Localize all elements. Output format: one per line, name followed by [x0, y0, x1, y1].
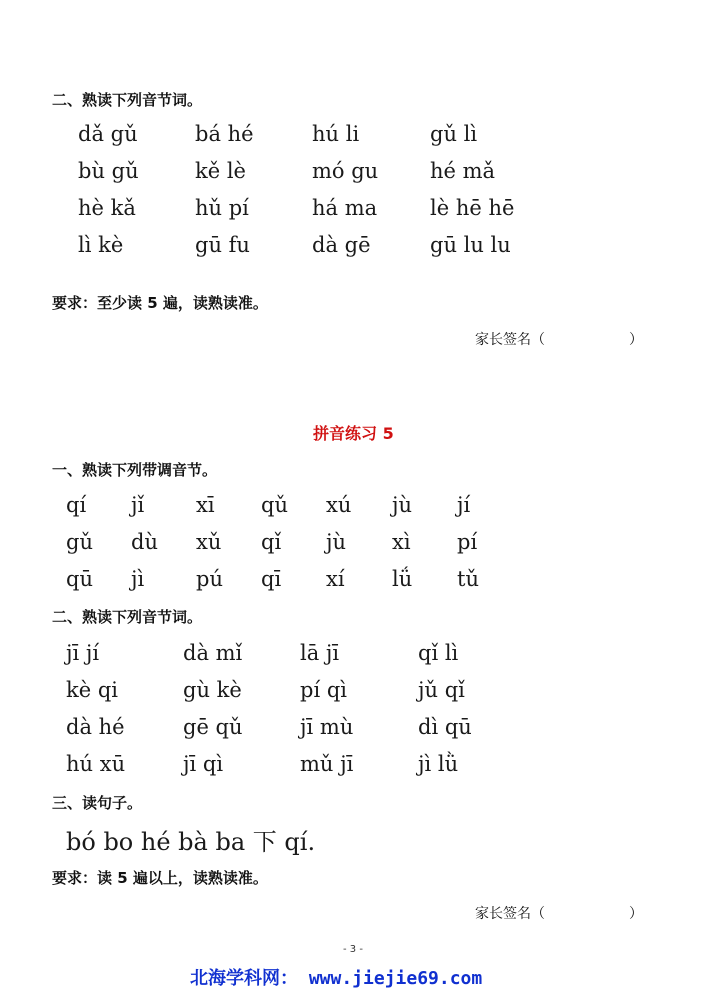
word-item: jī jí — [66, 641, 100, 665]
syllable-item: dù — [131, 530, 158, 554]
word-item: lè hē hē — [430, 196, 515, 220]
word-item: lì kè — [78, 233, 124, 257]
sentence-text: bó bo hé bà ba 下 qí. — [66, 828, 316, 856]
word-item: há ma — [312, 196, 378, 220]
word-item: dǎ gǔ — [78, 122, 138, 146]
section-heading-words-2: 二、熟读下列音节词。 — [52, 608, 203, 626]
word-item: dà mǐ — [183, 641, 243, 665]
parent-signature-2: 家长签名（ ） — [475, 906, 643, 922]
page-number: - 3 - — [343, 944, 363, 955]
syllable-item: xǔ — [196, 530, 222, 554]
section-heading-sentence: 三、读句子。 — [52, 794, 143, 812]
lesson-title: 拼音练习 5 — [313, 424, 394, 443]
syllable-item: qǐ — [261, 530, 282, 554]
footer-watermark: 北海学科网： www.jiejie69.com — [190, 968, 483, 989]
word-item: dà gē — [312, 233, 371, 257]
syllable-item: qǔ — [261, 493, 288, 517]
word-item: kě lè — [195, 159, 246, 183]
syllable-item: lǘ — [392, 567, 413, 591]
section-heading-syllables: 一、熟读下列带调音节。 — [52, 461, 218, 479]
word-item: hú xū — [66, 752, 126, 776]
syllable-item: jí — [457, 493, 471, 517]
syllable-item: xì — [392, 530, 411, 554]
word-item: qǐ lì — [418, 641, 459, 665]
word-item: gū fu — [195, 233, 250, 257]
requirement-text: 要求：至少读 5 遍，读熟读准。 — [52, 294, 268, 312]
word-item: mó gu — [312, 159, 379, 183]
word-item: dà hé — [66, 715, 125, 739]
word-item: gù kè — [183, 678, 242, 702]
syllable-item: gǔ — [66, 530, 93, 554]
word-item: jī mù — [300, 715, 354, 739]
syllable-item: tǔ — [457, 567, 479, 591]
syllable-item: jǐ — [131, 493, 145, 517]
word-item: hè kǎ — [78, 196, 136, 220]
word-item: mǔ jī — [300, 752, 354, 776]
word-item: kè qi — [66, 678, 118, 702]
word-item: hé mǎ — [430, 159, 496, 183]
word-item: hú li — [312, 122, 360, 146]
word-item: gē qǔ — [183, 715, 243, 739]
word-item: jì lǜ — [418, 752, 459, 776]
word-item: bù gǔ — [78, 159, 139, 183]
requirement-text-2: 要求：读 5 遍以上，读熟读准。 — [52, 869, 268, 887]
syllable-item: pí — [457, 530, 478, 554]
syllable-item: qī — [261, 567, 282, 591]
syllable-item: jù — [326, 530, 347, 554]
syllable-item: xú — [326, 493, 352, 517]
word-item: gū lu lu — [430, 233, 511, 257]
word-item: dì qū — [418, 715, 472, 739]
syllable-item: xí — [326, 567, 345, 591]
word-item: jī qì — [183, 752, 224, 776]
word-item: hǔ pí — [195, 196, 249, 220]
syllable-item: xī — [196, 493, 215, 517]
word-item: pí qì — [300, 678, 347, 702]
parent-signature: 家长签名（ ） — [475, 332, 643, 348]
syllable-item: qí — [66, 493, 87, 517]
section-heading-words: 二、熟读下列音节词。 — [52, 91, 203, 109]
word-item: gǔ lì — [430, 122, 478, 146]
syllable-item: pú — [196, 567, 223, 591]
syllable-item: jù — [392, 493, 413, 517]
syllable-item: qū — [66, 567, 93, 591]
syllable-item: jì — [131, 567, 145, 591]
word-item: lā jī — [300, 641, 340, 665]
word-item: jǔ qǐ — [418, 678, 465, 702]
word-item: bá hé — [195, 122, 254, 146]
